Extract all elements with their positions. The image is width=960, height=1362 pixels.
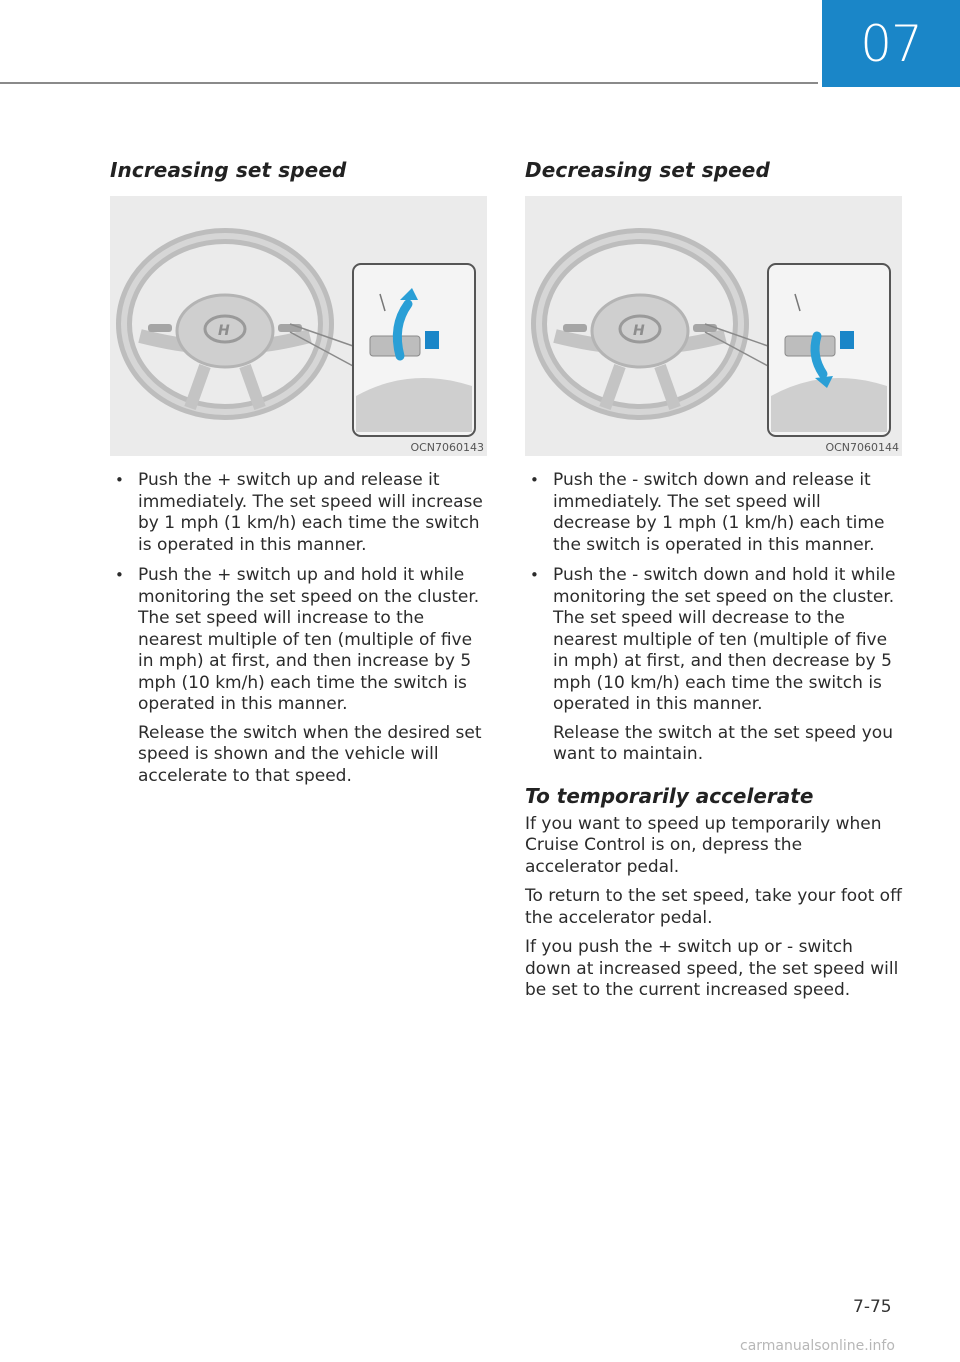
body-paragraph: If you push the + switch up or - switch down at increased speed, the set speed will be set to the current increased speed. <box>525 937 899 1000</box>
steering-wheel-illustration <box>110 196 487 456</box>
watermark: carmanualsonline.info <box>740 1338 895 1354</box>
right-column <box>525 158 903 1010</box>
list-item: • Push the + switch up and release it immediately. The set speed will increase by 1 mph (1 km/h) each time the switch is operated in this manner. <box>110 470 488 556</box>
section-title-decreasing: Decreasing set speed <box>525 158 770 182</box>
page-number: 7-75 <box>853 1297 892 1317</box>
steering-wheel-illustration <box>525 196 902 456</box>
bullet-list <box>525 470 903 766</box>
bullet-note: Release the switch when the desired set speed is shown and the vehicle will accelerate to that speed. <box>138 722 482 786</box>
left-column <box>110 158 488 796</box>
bullet-list <box>110 470 488 787</box>
svg-text:H: H <box>218 323 230 339</box>
list-item: • Push the - switch down and hold it while monitoring the set speed on the cluster. The set speed will decrease to the nearest multiple of ten (multiple of five in mph) at first, and then decrease by 5 mph (10 km/h) each time the switch is operated in this manner. Release the switch at the set speed you want to maintain. <box>525 565 903 766</box>
steering-wheel-figure-decrease <box>525 196 902 456</box>
svg-text:H: H <box>633 323 645 339</box>
header-rule <box>0 82 818 84</box>
figure-code: OCN7060143 <box>410 441 484 454</box>
body-paragraph: If you want to speed up temporarily when Cruise Control is on, depress the accelerator pedal. <box>525 813 882 877</box>
section-title-increasing: Increasing set speed <box>110 158 347 182</box>
bullet-note: Release the switch at the set speed you want to maintain. <box>553 722 893 764</box>
steering-wheel-figure-increase <box>110 196 487 456</box>
body-paragraph: To return to the set speed, take your foot off the accelerator pedal. <box>525 886 902 928</box>
chapter-tab: 07 <box>822 0 960 87</box>
list-item: • Push the - switch down and release it immediately. The set speed will decrease by 1 mph (1 km/h) each time the switch is operated in this manner. <box>525 470 903 556</box>
figure-code: OCN7060144 <box>825 441 899 454</box>
subsection-title: To temporarily accelerate <box>525 783 814 808</box>
list-item: • Push the + switch up and hold it while monitoring the set speed on the cluster. The set speed will increase to the nearest multiple of ten (multiple of five in mph) at first, and then increase by 5 mph (10 km/h) each time the switch is operated in this manner. Release the switch when the desired set speed is shown and the vehicle will accelerate to that speed. <box>110 565 488 787</box>
